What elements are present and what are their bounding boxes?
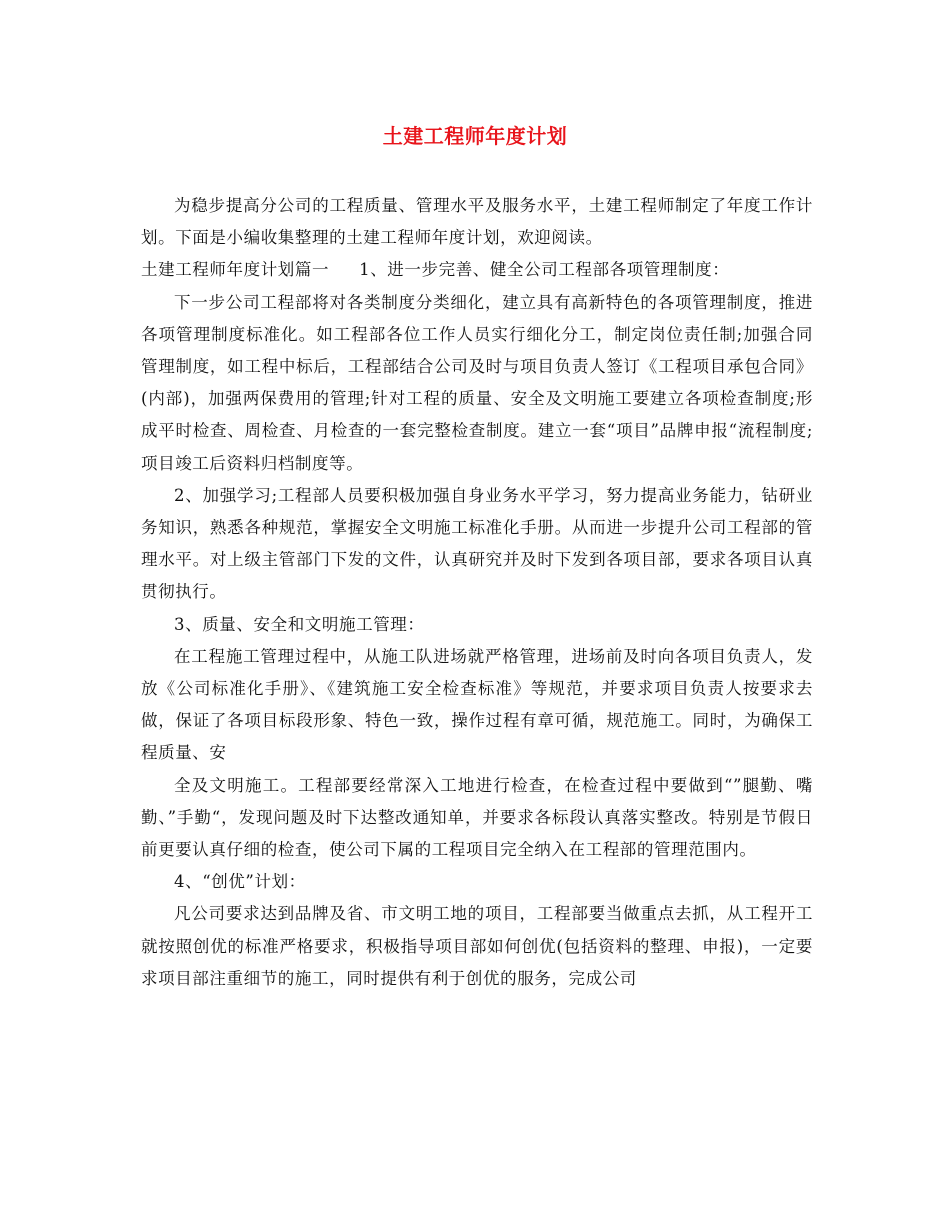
paragraph-construction-management: 在工程施工管理过程中，从施工队进场就严格管理，进场前及时向各项目负责人，发放《公司标准化手册》、《建筑施工安全检查标准》等规范，并要求项目负责人按要求去做，保证了各项目标段形象、特色一致，操作过程有章可循，规范施工。同时，为确保工程质量、安 — [141, 646, 813, 763]
paragraph-management-system: 下一步公司工程部将对各类制度分类细化，建立具有高新特色的各项管理制度，推进各项管理制度标准化。如工程部各位工作人员实行细化分工，制定岗位责任制;加强合同管理制度，如工程中标后，工程部结合公司及时与项目负责人签订《工程项目承包合同》(内部)，加强两保费用的管理;针对工程的质量、安全及文明施工要建立各项检查制度;形成平时检查、周检查、月检查的一套完整检查制度。建立一套“项目”品牌申报“流程制度;项目竣工后资料归档制度等。 — [141, 292, 813, 473]
section-item-1: 1、进一步完善、健全公司工程部各项管理制度： — [359, 260, 730, 280]
document-body — [141, 190, 813, 995]
paragraph-study: 2、加强学习;工程部人员要积极加强自身业务水平学习，努力提高业务能力，钻研业务知识，熟悉各种规范，掌握安全文明施工标准化手册。从而进一步提升公司工程部的管理水平。对上级主管部门下发的文件，认真研究并及时下发到各项目部，要求各项目认真贯彻执行。 — [141, 485, 813, 602]
document-title: 土建工程师年度计划 — [382, 124, 568, 148]
paragraph-safety-inspection: 全及文明施工。工程部要经常深入工地进行检查，在检查过程中要做到“”腿勤、嘴勤、”手勤“，发现问题及时下达整改通知单，并要求各标段认真落实整改。特别是节假日前更要认真仔细的检查，使公司下属的工程项目完全纳入在工程部的管理范围内。 — [141, 775, 813, 860]
paragraph-quality-heading: 3、质量、安全和文明施工管理： — [174, 614, 425, 634]
section-label: 土建工程师年度计划篇一 — [141, 260, 330, 280]
paragraph-excellence-plan: 凡公司要求达到品牌及省、市文明工地的项目，工程部要当做重点去抓，从工程开工就按照创优的标准严格要求，积极指导项目部如何创优(包括资料的整理、申报)，一定要求项目部注重细节的施工，同时提供有利于创优的服务，完成公司 — [141, 904, 813, 988]
section-heading-line — [141, 254, 813, 286]
paragraph-excellence-heading: 4、“创优”计划： — [174, 872, 306, 892]
intro-paragraph: 为稳步提高分公司的工程质量、管理水平及服务水平，土建工程师制定了年度工作计划。下面是小编收集整理的土建工程师年度计划，欢迎阅读。 — [141, 196, 813, 248]
